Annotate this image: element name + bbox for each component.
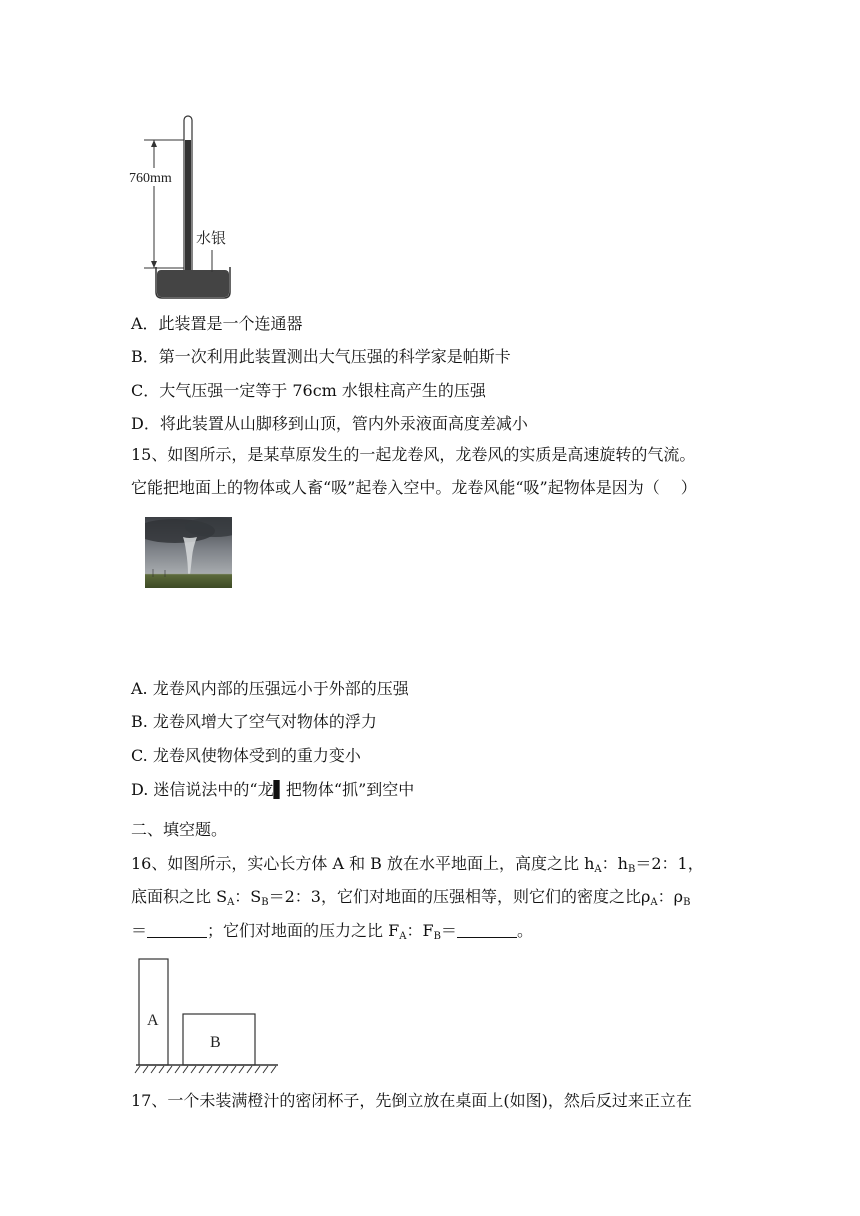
q14-option-c: C．大气压强一定等于 76cm 水银柱高产生的压强 — [131, 381, 486, 400]
q16-text: ：F — [406, 921, 434, 940]
q14-option-b: B．第一次利用此装置测出大气压强的科学家是帕斯卡 — [131, 347, 511, 366]
q16-text: ：h — [601, 854, 628, 873]
sub-b: B — [433, 931, 441, 942]
dish-mercury — [157, 270, 229, 297]
arrow-down — [151, 261, 157, 268]
answer-blank-force-ratio[interactable] — [457, 921, 517, 938]
q17-stem-line1: 17、一个未装满橙汁的密闭杯子，先倒立放在桌面上(如图)，然后反过来正立在 — [131, 1091, 692, 1110]
blocks-figure — [132, 956, 280, 1074]
q16-text: ＝ — [131, 921, 148, 940]
tornado-photo — [145, 517, 232, 588]
answer-blank-density-ratio[interactable] — [147, 921, 207, 938]
section-title: 二、填空题。 — [131, 820, 228, 839]
q16-line3 — [131, 921, 533, 941]
q14-option-a: A．此装置是一个连通器 — [131, 314, 303, 333]
q16-text: 。 — [516, 921, 533, 940]
q16-text: ＝ — [440, 921, 457, 940]
q15-stem-line2: 它能把地面上的物体或人畜“吸”起卷入空中。龙卷风能“吸”起物体是因为（ ） — [131, 478, 697, 497]
block-a-label: A — [147, 1012, 159, 1029]
sub-a: A — [650, 897, 658, 908]
q15-option-b: B. 龙卷风增大了空气对物体的浮力 — [131, 712, 377, 731]
q15-option-c: C. 龙卷风使物体受到的重力变小 — [131, 746, 361, 765]
sub-b: B — [627, 864, 636, 875]
q16-text: ＝2：3，它们对地面的压强相等，则它们的密度之比ρ — [268, 887, 651, 906]
q16-text: ：ρ — [657, 887, 684, 906]
sub-b: B — [683, 897, 691, 908]
q16-text: ：S — [234, 887, 262, 906]
height-label: 760mm — [129, 171, 172, 186]
q16-text: 16、如图所示，实心长方体 A 和 B 放在水平地面上，高度之比 h — [131, 854, 595, 873]
q16-text: ；它们对地面的压力之比 F — [207, 921, 400, 940]
q16-line1 — [131, 854, 704, 874]
liquid-label: 水银 — [196, 229, 227, 247]
ground-hatching — [135, 1066, 276, 1073]
q15-stem-line1: 15、如图所示，是某草原发生的一起龙卷风，龙卷风的实质是高速旋转的气流。 — [131, 445, 696, 464]
sub-a: A — [227, 897, 235, 908]
block-b-label: B — [210, 1034, 221, 1051]
q16-line2 — [131, 887, 690, 907]
sub-a: A — [399, 931, 407, 942]
q16-text: ＝2：1， — [635, 854, 704, 873]
barometer-figure — [126, 112, 238, 302]
q15-option-d: D. 迷信说法中的“龙▌把物体“抓”到空中 — [131, 780, 415, 799]
arrow-up — [151, 140, 157, 147]
q16-text: 底面积之比 S — [131, 887, 228, 906]
q14-option-d: D．将此装置从山脚移到山顶，管内外汞液面高度差减小 — [131, 414, 528, 433]
sub-a: A — [594, 864, 602, 875]
mercury-column — [185, 140, 191, 274]
sub-b: B — [261, 897, 269, 908]
q15-option-a: A. 龙卷风内部的压强远小于外部的压强 — [131, 679, 409, 698]
